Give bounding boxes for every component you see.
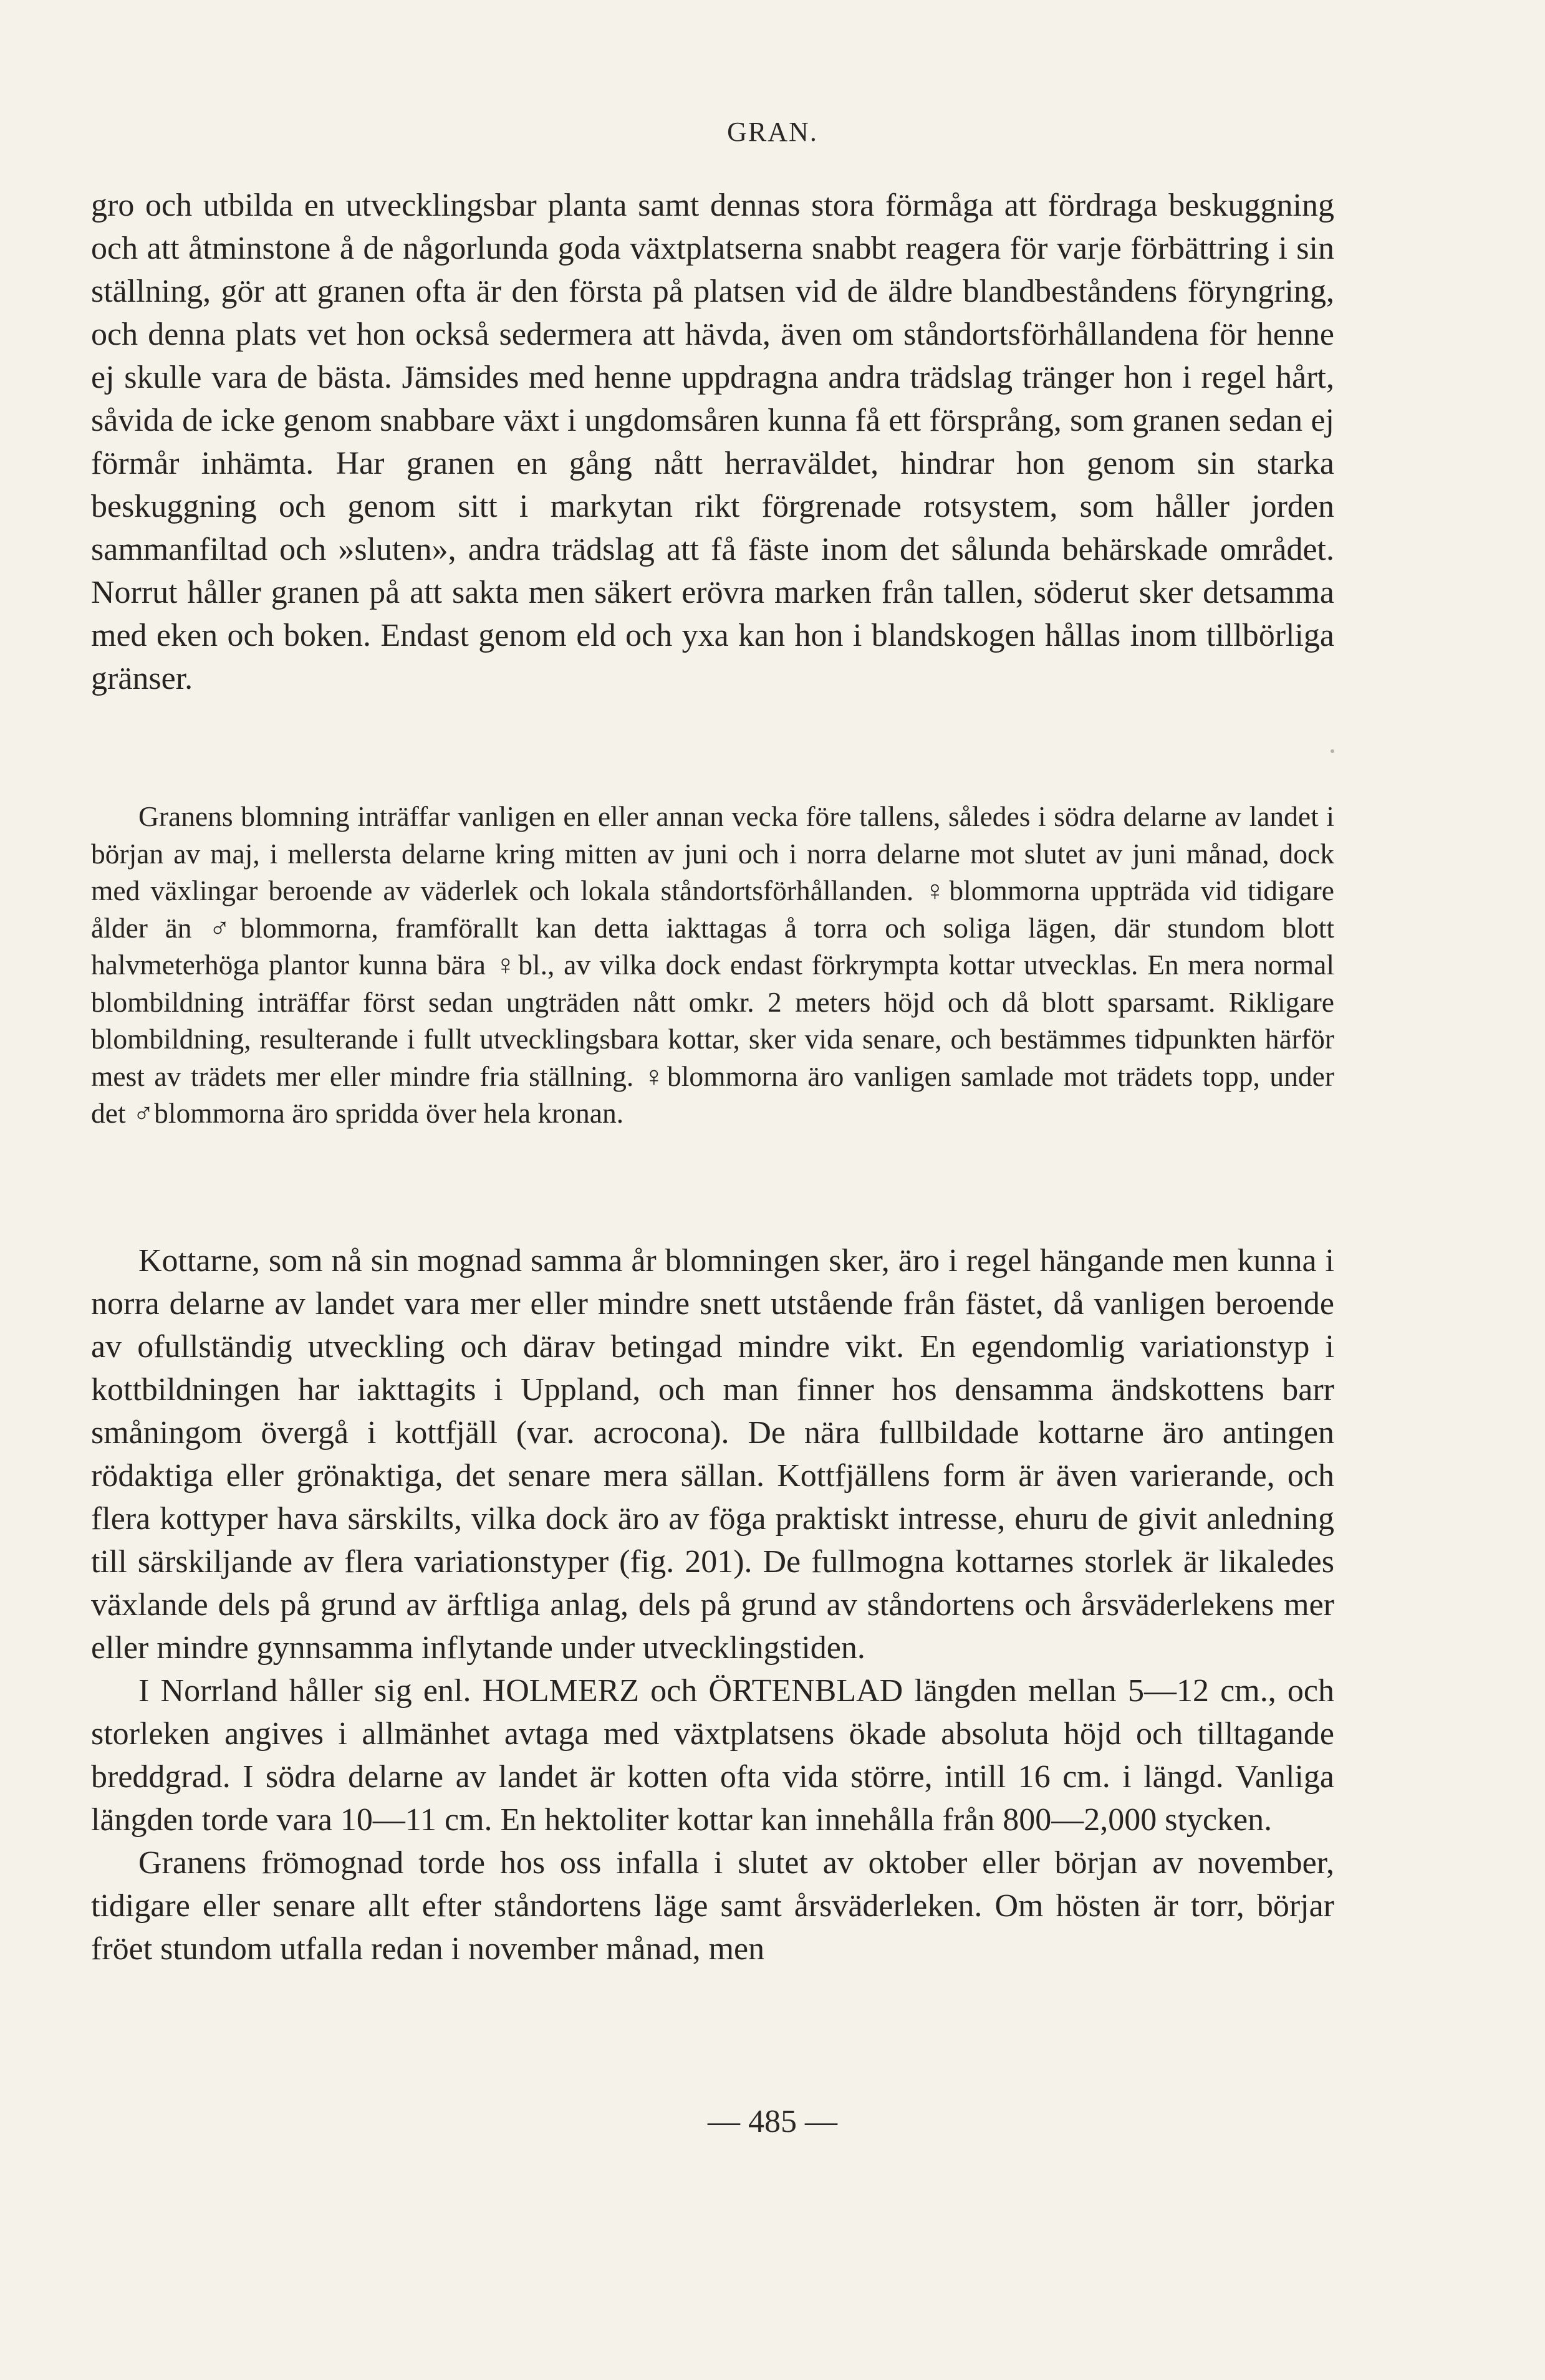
paragraph-cones: Kottarne, som nå sin mognad samma år blomningen sker, äro i regel hängande men kunna i norra delarne av landet vara mer eller mindre snett utstående från fästet, då vanligen beroende av ofullständig utveckling och därav betingad mindre vikt. En egendomlig variationstyp i kottbildningen har iakttagits i Uppland, och man finner hos densamma ändskottens barr småningom övergå i kottfjäll (var. acrocona). De nära fullbildade kottarne äro antingen rödaktiga eller grönaktiga, det senare mera sällan. Kottfjällens form är även varierande, och flera kottyper hava särskilts, vilka dock äro av föga praktiskt intresse, ehuru de givit anledning till särskiljande av flera variationstyper (fig. 201). De fullmogna kottarnes storlek är likaledes växlande dels på grund av ärftliga anlag, dels på grund av ståndortens och årsväderlekens mer eller mindre gynnsamma inflytande under utvecklingstiden. (91, 1243, 1334, 1666)
paragraph-spread: gro och utbilda en utvecklingsbar planta samt dennas stora förmåga att fördraga beskuggning och att åtminstone å de någorlunda goda växtplatserna snabbt reagera för varje förbättring i sin ställning, gör att granen ofta är den första på platsen vid de äldre blandbeståndens föryngring, och denna plats vet hon också sedermera att hävda, även om ståndortsförhållandena för henne ej skulle vara de bästa. Jämsides med henne uppdragna andra trädslag tränger hon i regel hårt, såvida de icke genom snabbare växt i ungdomsåren kunna få ett försprång, som granen sedan ej förmår inhämta. Har granen en gång nått herraväldet, hindrar hon genom sin starka beskuggning och genom sitt i markytan rikt förgrenade rotsystem, som håller jorden sammanfiltad och »sluten», andra trädslag att få fäste inom det sålunda behärskade området. Norrut håller granen på att sakta men säkert erövra marken från tallen, söderut sker detsamma med eken och boken. Endast genom eld och yxa kan hon i blandskogen hållas inom tillbörliga gränser. (91, 188, 1334, 696)
section-spread (91, 184, 1334, 700)
paragraph-seed-maturity: Granens frömognad torde hos oss infalla i slutet av oktober eller början av november, tidigare eller senare allt efter ståndortens läge samt årsväderleken. Om hösten är torr, börjar fröet stundom utfalla redan i november månad, men (91, 1845, 1334, 1967)
section-cones (91, 1239, 1334, 1970)
running-head: GRAN. (727, 117, 818, 147)
page-number: — 485 — (708, 2104, 837, 2139)
section-flowering (91, 798, 1334, 1132)
paragraph-flowering: Granens blomning inträffar vanligen en eller annan vecka före tallens, således i södra delarne av landet i början av maj, i mellersta delarne kring mitten av juni och i norra delarne mot slutet av juni månad, dock med växlingar beroende av väderlek och lokala ståndortsförhållanden. ♀blommorna uppträda vid tidigare ålder än ♂blommorna, framförallt kan detta iakttagas å torra och soliga lägen, där stundom blott halvmeterhöga plantor kunna bära ♀bl., av vilka dock endast förkrympta kottar utvecklas. En mera normal blombildning inträffar först sedan ungträden nått omkr. 2 meters höjd och då blott sparsamt. Rikligare blombildning, resulterande i fullt utvecklingsbara kottar, sker vida senare, och bestämmes tidpunkten härför mest av trädets mer eller mindre fria ställning. ♀blommorna äro vanligen samlade mot trädets topp, under det ♂blommorna äro spridda över hela kronan. (91, 800, 1334, 1129)
paragraph-cone-size: I Norrland håller sig enl. HOLMERZ och ÖRTENBLAD längden mellan 5—12 cm., och storleken angives i allmänhet avtaga med växtplatsens ökade absoluta höjd och tilltagande breddgrad. I södra delarne av landet är kotten ofta vida större, intill 16 cm. i längd. Vanliga längden torde vara 10—11 cm. En hektoliter kottar kan innehålla från 800—2,000 stycken. (91, 1673, 1334, 1838)
scan-speck (1331, 749, 1334, 753)
